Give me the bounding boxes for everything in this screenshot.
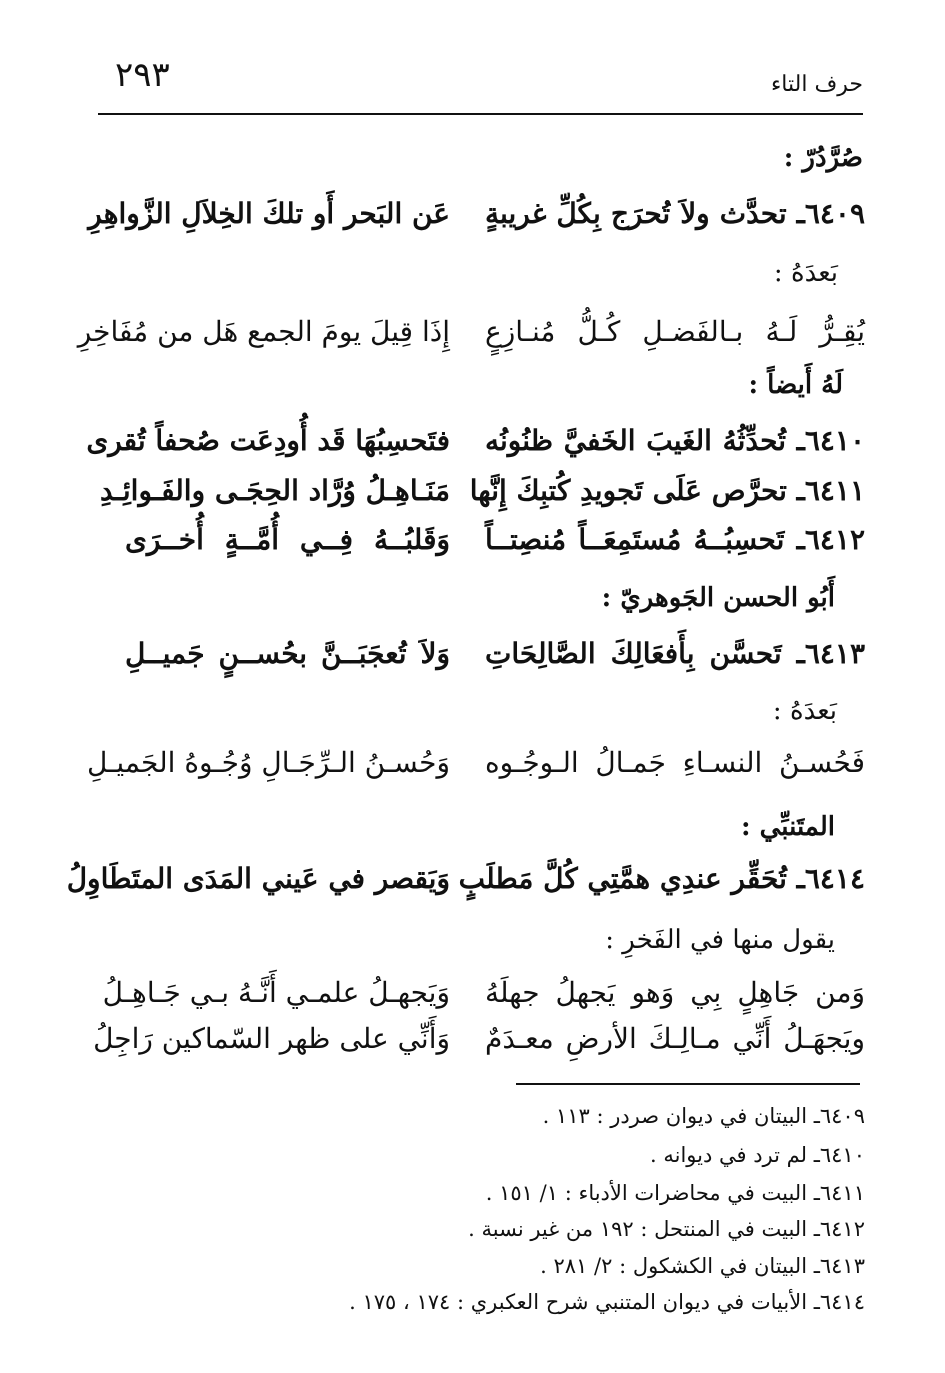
verse-6412-first-hemistich: ٦٤١٢ـ تَحسِبُــهُ مُستَمِعَــاً مُنصِتــاً bbox=[485, 523, 865, 556]
verse-6411-second-hemistich: مَنَـاهِـلُ وُرَّاد الحِجَـى والفَـوائِـدِ bbox=[99, 474, 450, 507]
after-label: بَعدَهُ : bbox=[773, 258, 838, 288]
verse-extra-1-first-hemistich: وَمن جَاهِلٍ بِي وَهو يَجهلُ جهلَهُ bbox=[485, 976, 865, 1009]
verse-extra-2-first-hemistich: ويَجهَـلُ أَنِّي مـالِـكَ الأرضِ معـدَمٌ bbox=[485, 1022, 865, 1055]
poet-heading-sarr-durr: صُرَّدُرّ : bbox=[783, 143, 863, 173]
verse-6411-first-hemistich: ٦٤١١ـ تحرَّص عَلَى تَجويدِ كُتبِكَ إِنَّها bbox=[469, 474, 865, 507]
verse-6414-second-hemistich: وَيَقصر في عَيني المَدَى المتَطَاوِلُ bbox=[66, 862, 450, 895]
verse-6412-second-hemistich: وَقَلبُــهُ فِــي أُمَّــةٍ أُخــرَى bbox=[125, 523, 450, 556]
verse-after-1-second-hemistich: إِذَا قِيلَ يومَ الجمع هَل من مُفَاخِرِ bbox=[77, 315, 450, 348]
verse-6410-second-hemistich: فتَحسِبُهَا قَد أُودِعَت صُحفاً تُقرى bbox=[86, 424, 450, 457]
verse-6413-second-hemistich: وَلاَ تُعجَبَــنَّ بحُســنٍ جَميــلِ bbox=[125, 637, 450, 670]
footnote-6414: ٦٤١٤ـ الأبيات في ديوان المتنبي شرح العكبري : ١٧٤ ، ١٧٥ . bbox=[349, 1290, 865, 1314]
verse-6413-first-hemistich: ٦٤١٣ـ تَحسَّن بِأَفعَالِكَ الصَّالِحَاتِ bbox=[485, 637, 865, 670]
footnote-6413: ٦٤١٣ـ البيتان في الكشكول : ٢/ ٢٨١ . bbox=[540, 1254, 865, 1278]
verse-after-2-second-hemistich: وَحُسـنُ الـرِّجَـالِ وُجُـوهُ الجَميـلِ bbox=[87, 746, 450, 779]
verse-extra-2-second-hemistich: وَأَنِّي على ظهر السّماكين رَاجِلُ bbox=[93, 1022, 450, 1055]
page-number: ٢٩٣ bbox=[115, 55, 170, 95]
verse-6414-first-hemistich: ٦٤١٤ـ تُحَقِّر عندِي همَّتِي كُلَّ مَطلَبٍ bbox=[458, 862, 865, 895]
after-label: بَعدَهُ : bbox=[772, 696, 837, 726]
footnote-6411: ٦٤١١ـ البيت في محاضرات الأدباء : ١/ ١٥١ . bbox=[485, 1181, 865, 1205]
footnote-6410: ٦٤١٠ـ لم ترد في ديوانه . bbox=[649, 1143, 865, 1167]
verse-extra-1-second-hemistich: وَيَجهـلُ علمـي أَنَّـهُ بـي جَـاهِـلُ bbox=[102, 976, 450, 1009]
poet-heading-al-mutanabbi: المتَنبِّي : bbox=[740, 812, 835, 842]
verse-6410-first-hemistich: ٦٤١٠ـ تُحدِّثُهُ الغَيبَ الخَفيَّ ظنُونُه bbox=[485, 424, 865, 457]
verse-after-2-first-hemistich: فَحُسـنُ النسـاءِ جَمـالُ الـوجُـوه bbox=[485, 746, 865, 779]
verse-after-1-first-hemistich: يُقِـرُّ لَـهُ بـالفَضـلِ كُـلُّ مُنـازِعٍ bbox=[485, 315, 865, 348]
verse-6409-second-hemistich: عَن البَحر أَو تلكَ الخِلاَلِ الزَّواهِرِ bbox=[88, 197, 450, 230]
running-head: حرف التاء bbox=[770, 72, 863, 97]
footnote-6409: ٦٤٠٩ـ البيتان في ديوان صردر : ١١٣ . bbox=[542, 1104, 865, 1128]
footnote-6412: ٦٤١٢ـ البيت في المنتحل : ١٩٢ من غير نسبة . bbox=[468, 1217, 865, 1241]
header-rule bbox=[98, 113, 863, 115]
intro-line: يقول منها في الفَخرِ : bbox=[605, 925, 835, 955]
verse-6409-first-hemistich: ٦٤٠٩ـ تحدَّث ولاَ تُحرَج بِكُلِّ غريبةٍ bbox=[485, 197, 865, 230]
poet-heading-al-jawhari: أَبُو الحسن الجَوهريّ : bbox=[601, 583, 835, 613]
footnote-rule bbox=[516, 1083, 860, 1085]
poet-heading-also: لَهُ أَيضاً : bbox=[748, 370, 843, 400]
